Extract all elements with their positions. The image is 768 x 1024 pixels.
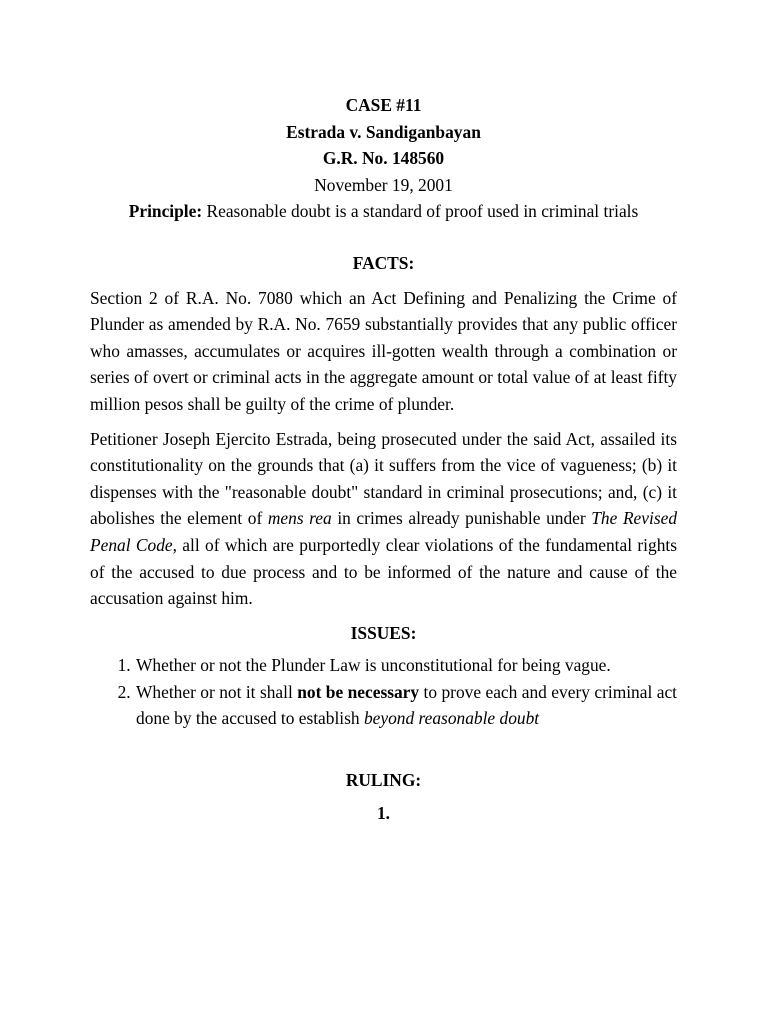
revised-penal-code-term: The Revised Penal Code xyxy=(90,508,678,555)
issues-heading: ISSUES: xyxy=(350,622,417,643)
facts-paragraph-2 xyxy=(90,426,677,612)
issue-item-1 xyxy=(135,652,677,679)
case-caption xyxy=(90,92,677,225)
principle-text: Reasonable doubt is a standard of proof used in criminal trials xyxy=(202,201,639,222)
facts-paragraph-2-part-a: Petitioner Joseph Ejercito Estrada, being prosecuted under the said Act, assailed its constitutionality on the grounds that (a) it suffers from the vice of vagueness; (b) it dispenses with the "reasonable doubt" standard in criminal prosecutions; and, (c) it abolishes the element of xyxy=(90,428,677,529)
issue-item-2 xyxy=(135,679,677,732)
facts-paragraph-2-part-c: , all of which are purportedly clear violations of the fundamental rights of the accused to due process and to be informed of the nature and cause of the accusation against him. xyxy=(90,534,677,609)
issue-item-2-part-a: Whether or not it shall xyxy=(136,681,298,702)
principle-line xyxy=(90,198,677,225)
facts-heading: FACTS: xyxy=(352,252,415,273)
facts-paragraph-1: Section 2 of R.A. No. 7080 which an Act Defining and Penalizing the Crime of Plunder as amended by R.A. No. 7659 substantially provides that any public officer who amasses, accumulates or acquires ill-gotten wealth through a combination or series of overt or criminal acts in the aggregate amount or total value of at least fifty million pesos shall be guilty of the crime of plunder. xyxy=(90,287,677,414)
issues-list xyxy=(90,652,677,732)
facts-paragraph-2-part-b: in crimes already punishable under xyxy=(331,508,592,529)
ruling-number: 1. xyxy=(376,802,391,823)
case-number: CASE #11 xyxy=(345,95,422,115)
issue-item-1-text: Whether or not the Plunder Law is unconstitutional for being vague. xyxy=(136,655,611,676)
case-title: Estrada v. Sandiganbayan xyxy=(286,121,481,142)
gr-number: G.R. No. 148560 xyxy=(322,148,445,169)
issue-item-2-emphasis: not be necessary xyxy=(297,681,420,702)
principle-label: Principle: xyxy=(128,201,203,222)
decision-date: November 19, 2001 xyxy=(314,174,453,195)
document-page xyxy=(90,92,677,826)
mens-rea-term: mens rea xyxy=(267,508,332,529)
issue-item-2-part-b: to prove each and every criminal act done by the accused to establish xyxy=(136,681,677,729)
issue-item-2-italic: beyond reasonable doubt xyxy=(363,708,540,729)
ruling-heading: RULING: xyxy=(345,770,422,791)
